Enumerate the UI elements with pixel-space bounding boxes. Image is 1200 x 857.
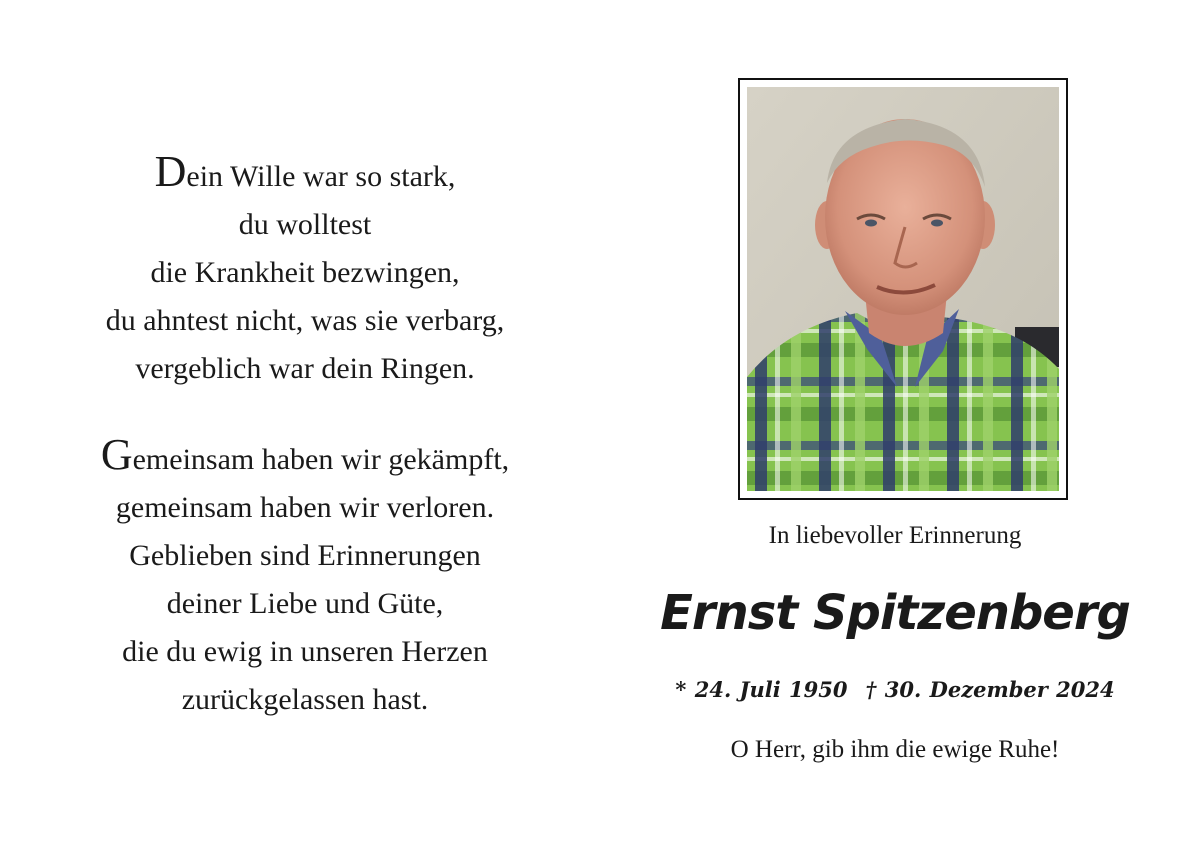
life-dates: [640, 672, 1150, 708]
poem-line: deiner Liebe und Güte,: [166, 587, 444, 620]
poem-line: [40, 430, 570, 484]
poem: [40, 147, 570, 724]
poem-line: die Krankheit bezwingen,: [150, 256, 460, 289]
poem-line: gemeinsam haben wir verloren.: [115, 491, 495, 524]
birth-date: * 24. Juli 1950: [675, 677, 848, 702]
poem-line: Geblieben sind Erinnerungen: [129, 539, 481, 572]
poem-line: zurückgelassen hast.: [181, 683, 429, 716]
poem-line-text: ein Wille war so stark,: [186, 160, 456, 193]
prayer-text: O Herr, gib ihm die ewige Ruhe!: [730, 736, 1060, 763]
poem-line: du wolltest: [238, 208, 372, 241]
poem-line: vergeblich war dein Ringen.: [135, 352, 475, 385]
drop-cap: D: [154, 147, 187, 196]
death-date: † 30. Dezember 2024: [865, 677, 1115, 702]
drop-cap: G: [100, 430, 133, 479]
poem-line-text: emeinsam haben wir gekämpft,: [132, 443, 510, 476]
memory-heading: In liebevoller Erinnerung: [768, 522, 1022, 549]
poem-line: die du ewig in unseren Herzen: [122, 635, 488, 668]
portrait-frame: [738, 78, 1068, 500]
deceased-name: Ernst Spitzenberg: [660, 585, 1130, 641]
poem-line: [40, 147, 570, 201]
poem-line: du ahntest nicht, was sie verbarg,: [105, 304, 505, 337]
poem-stanza-2: [40, 430, 570, 724]
portrait-photo: [747, 87, 1059, 491]
poem-stanza-1: [40, 147, 570, 393]
